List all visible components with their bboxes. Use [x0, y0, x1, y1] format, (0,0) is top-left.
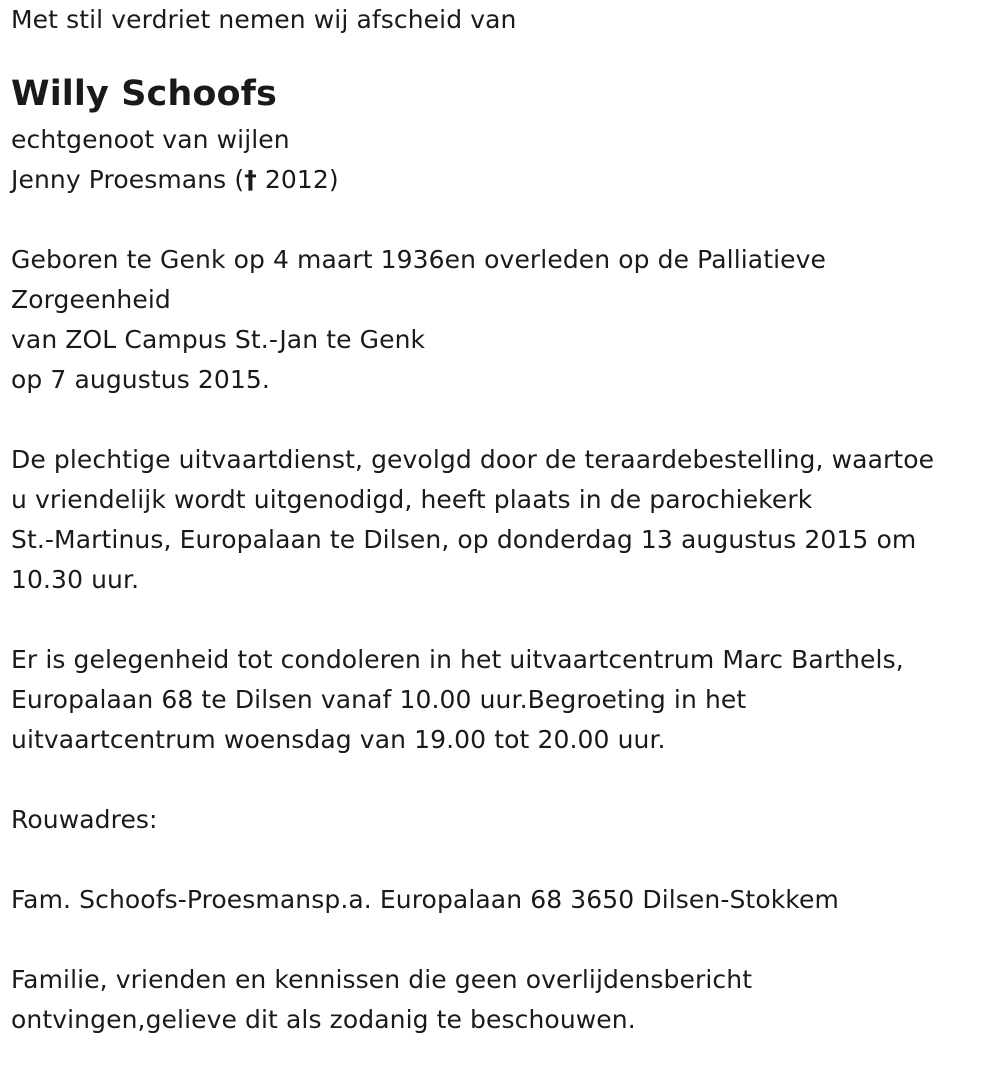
spacer — [11, 760, 996, 800]
mourning-address: Fam. Schoofs-Proesmansp.a. Europalaan 68 3650 Dilsen-Stokkem — [11, 885, 839, 914]
paragraph-line: Geboren te Genk op 4 maart 1936en overleden op de Palliatieve — [11, 245, 827, 274]
paragraph-line: St.-Martinus, Europalaan te Dilsen, op donderdag 13 augustus 2015 om — [11, 525, 917, 554]
paragraph-line: Europalaan 68 te Dilsen vanaf 10.00 uur.Begroeting in het — [11, 685, 747, 714]
spacer — [11, 600, 996, 640]
paragraph-line: Er is gelegenheid tot condoleren in het uitvaartcentrum Marc Barthels, — [11, 645, 904, 674]
spouse-name: Jenny Proesmans ( — [11, 165, 245, 194]
paragraph-line: u vriendelijk wordt uitgenodigd, heeft plaats in de parochiekerk — [11, 485, 813, 514]
condolences-paragraph — [11, 640, 996, 760]
birth-death-paragraph — [11, 240, 996, 400]
deceased-name: Willy Schoofs — [11, 74, 277, 114]
funeral-paragraph — [11, 440, 996, 600]
paragraph-line: 10.30 uur. — [11, 565, 140, 594]
spouse-death-year: 2012) — [256, 165, 339, 194]
cross-icon: † — [244, 165, 257, 194]
paragraph-line: De plechtige uitvaartdienst, gevolgd door de teraardebestelling, waartoe — [11, 445, 935, 474]
paragraph-line: uitvaartcentrum woensdag van 19.00 tot 20.00 uur. — [11, 725, 666, 754]
spouse-name-line — [11, 160, 996, 200]
spacer — [11, 920, 996, 960]
paragraph-line: van ZOL Campus St.-Jan te Genk — [11, 325, 426, 354]
mourning-address-label: Rouwadres: — [11, 805, 158, 834]
closing-paragraph — [11, 960, 996, 1040]
paragraph-line: Zorgeenheid — [11, 285, 171, 314]
spacer — [11, 840, 996, 880]
spouse-line: echtgenoot van wijlen — [11, 125, 290, 154]
intro-text: Met stil verdriet nemen wij afscheid van — [11, 5, 517, 34]
spacer — [11, 400, 996, 440]
death-notice — [11, 0, 996, 1040]
paragraph-line: Familie, vrienden en kennissen die geen overlijdensbericht — [11, 965, 753, 994]
spacer — [11, 200, 996, 240]
paragraph-line: ontvingen,gelieve dit als zodanig te beschouwen. — [11, 1005, 636, 1034]
paragraph-line: op 7 augustus 2015. — [11, 365, 270, 394]
